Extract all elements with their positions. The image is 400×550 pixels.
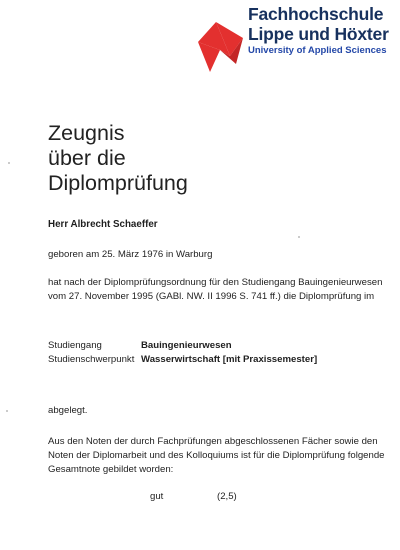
scan-speck: [6, 410, 8, 412]
field-value-studienschwerpunkt: Wasserwirtschaft [mit Praxissemester]: [141, 354, 318, 365]
scan-speck: [8, 162, 10, 164]
field-label-studienschwerpunkt: Studienschwerpunkt: [48, 354, 135, 365]
grade-number: (2,5): [217, 491, 237, 502]
birth-info: geboren am 25. März 1976 in Warburg: [48, 249, 213, 260]
logo-line-3: University of Applied Sciences: [248, 45, 387, 56]
summary-line-3: Gesamtnote gebildet worden:: [48, 464, 174, 475]
logo-line-2: Lippe und Höxter: [248, 24, 389, 44]
person-name: Herr Albrecht Schaeffer: [48, 219, 158, 230]
scan-speck: [298, 236, 300, 238]
title-line-2: über die: [48, 146, 126, 170]
title-line-3: Diplomprüfung: [48, 171, 188, 195]
logo-line-1: Fachhochschule: [248, 4, 384, 24]
title-line-1: Zeugnis: [48, 121, 125, 145]
passed-text: abgelegt.: [48, 405, 88, 416]
intro-line-1: hat nach der Diplomprüfungsordnung für den Studiengang Bauingenieurwesen: [48, 277, 383, 288]
intro-line-2: vom 27. November 1995 (GABl. NW. II 1996 S. 741 ff.) die Diplomprüfung im: [48, 291, 375, 302]
university-logo-text: [248, 4, 389, 57]
document-title: [48, 121, 188, 196]
grade-word: gut: [150, 491, 164, 502]
field-value-studiengang: Bauingenieurwesen: [141, 340, 232, 351]
summary-line-2: Noten der Diplomarbeit und des Kolloquiums ist für die Diplomprüfung folgende: [48, 450, 385, 461]
field-label-studiengang: Studiengang: [48, 340, 102, 351]
summary-line-1: Aus den Noten der durch Fachprüfungen abgeschlossenen Fächer sowie den: [48, 436, 378, 447]
university-logo-mark-icon: [196, 20, 244, 74]
